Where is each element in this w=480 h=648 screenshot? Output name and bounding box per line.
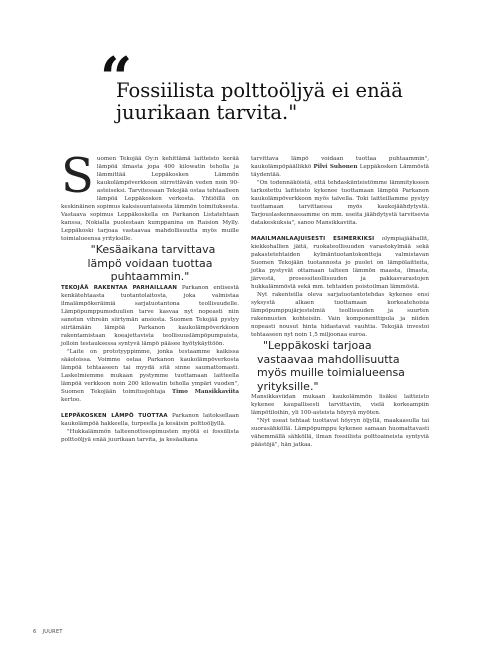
paragraph-text: kertoo.: [61, 396, 82, 403]
pull-quote-left: "Kesäaikana tarvittava lämpö voidaan tuottaa puhtaammin.": [87, 243, 216, 283]
article-column-left: [61, 148, 239, 444]
paragraph: [61, 412, 239, 428]
intro-paragraph: [61, 148, 239, 243]
paragraph: Mansikkaviidan mukaan kaukolämmön lisäksi laitteisto kykenee kaupallisesti tarvittaviin, vielä korkeampiin lämpötiloihin, yli 100-asteista höyryä myöten.: [251, 394, 429, 416]
page-title: Fossiilista polttoöljyä ei enää juurikaan tarvita.": [116, 79, 403, 124]
paragraph: [61, 284, 239, 348]
paragraph: [251, 235, 429, 291]
paragraph: Nyt rakenteilla oleva sarjatuotantotehdas kykenee ensi syksystä alkaen tuottamaan korkeatehoisia lämpöpumppujärjestelmiä teollisuuden ja suurten rakennusten kohteisiin. Vain komponenttipula ja niiden nopeasti nousut hinta hidastavat vauhtia. Tekojää investoi tehtaaseen nyt noin 1,5 miljoonaa euroa.: [251, 292, 429, 338]
paragraph-text: Parkanon entisestä kenkätehtaasta tuotantolaitosta, joka valmistaa ilmalämpökeräimiä sarjatuotantona teollisuudelle. Lämpöpumppumoduulien tarve kasvaa nyt nopeasti niin sanotun vihreän siirtymän ansiosta. Suomen Tekojää pystyy siirtämään lämpöä Parkanon kaukolämpöverkkoon rakentamistaan koeajettavista teollisuuslämpöpumpuista, jolloin testauksessa syntyvä lämpö pääsee hyötykäyttöön.: [61, 284, 239, 347]
article-column-right: [251, 155, 429, 449]
paragraph-text: Leppäkosken Lämmöstä täydentää.: [251, 164, 429, 178]
paragraph-text: tarvittava lämpö voidaan tuottaa puhtaammin", kaukolämpöpäällikkö: [251, 156, 429, 170]
paragraph-text: "Laite on prototyyppimme, jonka testaamme kaikissa sääoloissa. Voimme ostaa Parkanon kaukolämpöverkosta lämpöä tehtaaseen tai myydä sitä sinne saumattomasti. Laskelmiemme mukaan pystymme tuottamaan laitteella lämpöä verkkoon noin 200 kilowatin teholla ympäri vuoden", Suomen Tekojään toimitusjohtaja: [61, 348, 239, 395]
drop-cap: S: [61, 148, 94, 204]
pull-quote-right: "Leppäkoski tarjoaa vastaavaa mahdollisuutta myös muille toimialueensa yrityksille.": [257, 339, 405, 393]
person-name: Timo Mansikkaviita: [171, 388, 239, 395]
intro-text: uomen Tekojää Oy:n kehittämä laitteisto kerää lämpöä ilmasta jopa 400 kilowatin teholla ja lämmittää Leppäkosken Lämmön kaukolämpöverkkoon siirrettävän veden noin 90-asteiseksi. Tarvitessaan Tekojää ostaa tehtaalleen lämpöä Leppäkosken verkosta. Yhtiöillä on keskinäinen sopimus kaksisuuntaisesta lämmön toimituksesta. Vastaava sopimus Leppäkoskella on Parkanon Listatehtaan kanssa, Nokialla puolestaan kumppanina on Raision Mylly. Leppäkoski tarjoaa vastaavaa mahdollisuutta myös muille toimialueensa yrityksille.: [61, 156, 239, 242]
paragraph: "Nyt useat tehtaat tuottavat höyryn öljyllä, maakaasulla tai suorasähköllä. Lämpöpumppu kykenee samaan huomattavasti vähemmällä sähköllä, ilman fossiilista polttoaineista syntyviä päästöjä", hän jatkaa.: [251, 418, 429, 448]
page-footer: [33, 629, 69, 635]
section-lead-in: TEKOJÄÄ RAKENTAA PARHAILLAAN: [61, 284, 178, 291]
section-lead-in: LEPPÄKOSKEN LÄMPÖ TUOTTAA: [61, 412, 168, 419]
person-name: Pilvi Suhonen: [313, 164, 358, 170]
decorative-quote-mark: “: [100, 45, 127, 111]
section-lead-in: MAAILMANLAAJUISESTI ESIMERKIKSI: [251, 236, 375, 242]
publication-name: JUURET: [42, 629, 63, 635]
paragraph-text: Parkanon laitoksellaan kaukolämpöä hakkeella, turpeella ja kesäisin polttoöljyllä.: [61, 412, 239, 427]
paragraph: [251, 155, 429, 179]
paragraph: [61, 348, 239, 404]
paragraph: "Hukkalämmön talteenottosopimusten myötä ei fossiilista polttoöljyä enää juurikaan tarvita, ja kesäaikana: [61, 428, 239, 443]
paragraph-text: olympiajäähallit, kiekkohallien jäitä, ruokateollisuuden varastokylmää sekä pakastetehtaiden kylmäntuotantokontteja valmistavan Suomen Tekojään tuotannosta jo puolet on lämpölaitteita, jotka pystyvät ottamaan talteen lämmön maasta, ilmasta, järvestä, prosessiteollisuuden ja pakkasvarastojen hukkalämmöstä sekä mm. tehtaiden poistoilman lämmöstä.: [251, 236, 429, 290]
page-number: 6: [33, 629, 37, 635]
paragraph: "On todennäköistä, että tehdaskiinteistömme lämmitykseen tarkoitettu laitteisto kykenee tuottamaan lämpöä Parkanon kaukolämpöverkkoon myös talvella. Toki laitteillamme pystyy tuottamaan tarvittaessa myös kaukojäähdytystä. Tarjouslaskennassamme on mm. useita jäähdytystä tarvitsevia datakeskuksia", sanoo Mansikkaviita.: [251, 180, 429, 226]
